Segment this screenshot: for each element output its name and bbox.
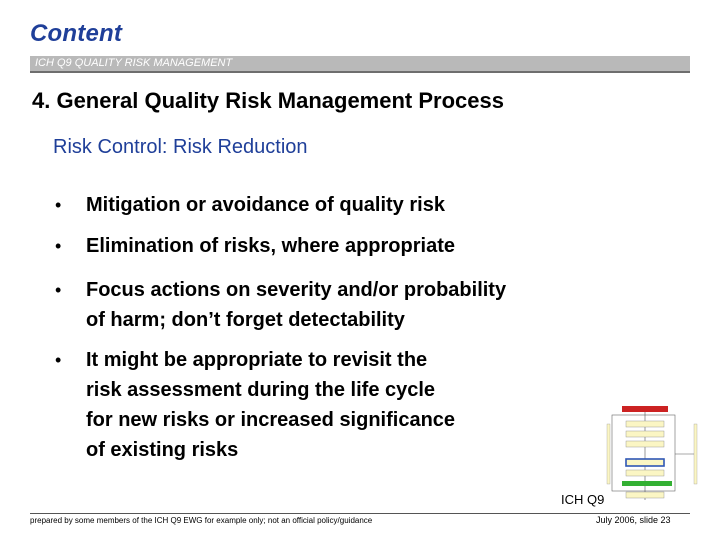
diagram-step-box (626, 470, 664, 476)
footer-slide-info: July 2006, slide 23 (596, 515, 671, 525)
bullet-line: of existing risks (86, 439, 239, 461)
diagram-output-box (622, 481, 672, 486)
bullet-icon: • (55, 280, 62, 300)
diagram-highlight-box (626, 459, 664, 466)
footer-divider (30, 513, 690, 514)
diagram-step-box (626, 431, 664, 437)
brand-title: Content (30, 20, 123, 47)
header-banner (30, 56, 690, 73)
banner-text: ICH Q9 QUALITY RISK MANAGEMENT (35, 57, 233, 69)
bullet-item (55, 275, 506, 335)
slide-subtitle: Risk Control: Risk Reduction (53, 136, 308, 158)
diagram-step-box (626, 421, 664, 427)
slide-title: 4. General Quality Risk Management Process (32, 88, 504, 113)
bullet-icon: • (55, 236, 62, 256)
bullet-line: Elimination of risks, where appropriate (86, 235, 455, 257)
bullet-line: for new risks or increased significance (86, 409, 456, 431)
diagram-start-box (622, 406, 668, 412)
bullet-icon: • (55, 350, 62, 370)
bullet-line: of harm; don’t forget detectability (86, 309, 405, 331)
diagram-step-box (626, 441, 664, 447)
bullet-line: It might be appropriate to revisit the (86, 349, 428, 371)
diagram-side-bar (607, 424, 610, 484)
bullet-item (55, 231, 455, 261)
footer-disclaimer: prepared by some members of the ICH Q9 EWG for example only; not an official policy/guidance (30, 516, 373, 525)
bullet-item (55, 345, 455, 465)
diagram-step-box (626, 492, 664, 498)
bullet-item (55, 190, 445, 220)
bullet-line: Mitigation or avoidance of quality risk (86, 194, 445, 216)
bullet-line: Focus actions on severity and/or probability (86, 279, 507, 301)
bullet-line: risk assessment during the life cycle (86, 379, 436, 401)
diagram-side-bar (694, 424, 697, 484)
ich-q9-mark: ICH Q9 (561, 492, 605, 507)
bullet-icon: • (55, 195, 62, 215)
process-diagram-thumbnail (606, 404, 700, 504)
